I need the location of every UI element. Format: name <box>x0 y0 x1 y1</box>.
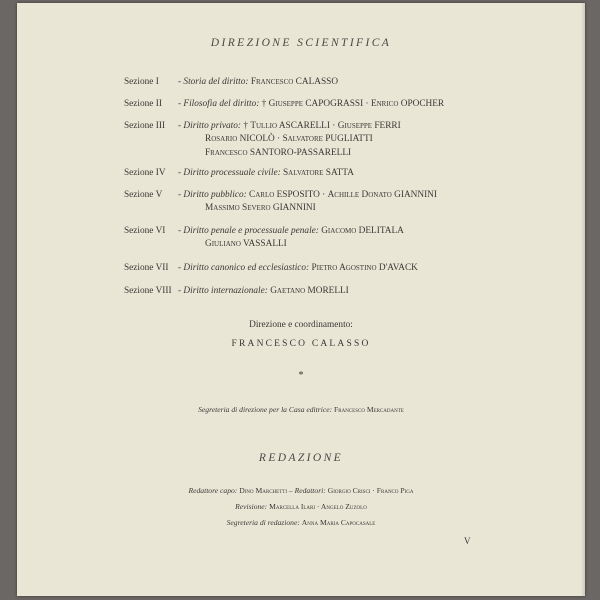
section-field: Diritto privato: <box>183 121 244 131</box>
section-label: Sezione III <box>124 121 166 131</box>
chief-name: Dino Marchetti <box>239 486 287 495</box>
staff-line-3 <box>17 518 585 527</box>
section-field: Filosofia del diritto: <box>183 99 262 109</box>
secretary-label: Segreteria di direzione per la Casa editrice: <box>198 405 333 414</box>
section-label: Sezione VI <box>124 226 166 236</box>
coordinator-name: FRANCESCO CALASSO <box>231 339 371 349</box>
section-3-line1-part: ASCARELLI · <box>277 121 338 131</box>
section-dash: - <box>178 168 184 178</box>
section-5-line2-part: Massimo Severo <box>205 203 271 213</box>
section-3-line1-part: FERRI <box>372 121 401 131</box>
section-6-line2-part: Giuliano <box>205 239 241 249</box>
section-6-line1-part: Giacomo <box>321 226 357 236</box>
section-5-line1-part: Carlo <box>249 190 275 200</box>
section-5-line2-part: GIANNINI <box>270 203 316 213</box>
section-4-line1-part: SATTA <box>323 168 354 178</box>
section-label: Sezione I <box>124 77 159 87</box>
section-3-line2-part: Salvatore <box>282 134 323 144</box>
section-dash: - <box>178 77 184 87</box>
section-7-line1-part: Pietro Agostino <box>311 263 377 273</box>
section-5-line1-part: Achille Donato <box>327 190 392 200</box>
section-3-line3-part: Francesco <box>205 148 248 158</box>
section-3-line2-part: Rosario <box>205 134 238 144</box>
section-field: Diritto internazionale: <box>183 286 271 296</box>
section-3-line3-part: SANTORO-PASSARELLI <box>247 148 352 158</box>
section-2-line1-part: † <box>261 99 269 109</box>
section-1-line1-part: Francesco <box>250 77 294 87</box>
section-dash: - <box>178 263 184 273</box>
section-6-line1-part: DELITALA <box>356 226 404 236</box>
section-3-line1-part: Giuseppe <box>337 121 373 131</box>
section-row-3 <box>124 120 401 133</box>
section-row-4 <box>124 167 354 180</box>
section-row-7 <box>124 262 418 275</box>
section-8-line1-part: MORELLI <box>305 286 349 296</box>
section-label: Sezione VII <box>124 263 169 273</box>
section-5-line2 <box>205 203 316 213</box>
section-4-line1-part: Salvatore <box>283 168 324 178</box>
section-dash: - <box>178 99 184 109</box>
page-number: V <box>464 536 471 546</box>
editors-names: Giorgio Crisci · Franco Piga <box>327 486 414 495</box>
section-row-8 <box>124 285 349 298</box>
section-8-line1-part: Gaetano <box>270 286 306 296</box>
section-row-5 <box>124 189 437 202</box>
section-dash: - <box>178 121 184 131</box>
section-field: Diritto processuale civile: <box>183 168 283 178</box>
editors-label: Redattori: <box>294 486 326 495</box>
staff-separator: – <box>287 486 295 495</box>
section-field: Diritto canonico ed ecclesiastico: <box>183 263 312 273</box>
section-row-1 <box>124 76 338 89</box>
section-2-line1-part: Enrico <box>370 99 399 109</box>
heading-direzione-scientifica: DIREZIONE SCIENTIFICA <box>210 37 392 49</box>
section-label: Sezione VIII <box>124 286 172 296</box>
page <box>17 3 585 596</box>
section-6-line2-part: VASSALLI <box>240 239 287 249</box>
section-2-line1-part: OPOCHER <box>398 99 445 109</box>
section-3-line1-part: Tullio <box>250 121 278 131</box>
section-1-line1-part: CALASSO <box>293 77 339 87</box>
section-row-6 <box>124 225 404 238</box>
section-row-2 <box>124 98 444 111</box>
section-2-line1-part: Giuseppe <box>268 99 303 109</box>
redsec-name: Anna Maria Capocasale <box>301 518 376 527</box>
section-dash: - <box>178 226 184 236</box>
revision-names: Marcella Ilari · Angelo Zuzolo <box>269 502 367 511</box>
staff-line-2 <box>17 502 585 511</box>
revision-label: Revisione: <box>235 502 268 511</box>
chief-label: Redattore capo: <box>188 486 238 495</box>
coordination-label: Direzione e coordinamento: <box>249 320 353 330</box>
section-field: Diritto pubblico: <box>183 190 250 200</box>
secretary-name: Francesco Mercadante <box>334 405 404 414</box>
section-3-line2-part: PUGLIATTI <box>322 134 373 144</box>
staff-line-1 <box>17 486 585 495</box>
section-field: Diritto penale e processuale penale: <box>183 226 322 236</box>
section-7-line1-part: D'AVACK <box>376 263 418 273</box>
secretary-line <box>17 405 585 414</box>
section-2-line1-part: CAPOGRASSI · <box>303 99 371 109</box>
section-3-line2 <box>205 134 373 144</box>
section-dash: - <box>178 190 184 200</box>
section-3-line1-part: † <box>243 121 251 131</box>
section-field: Storia del diritto: <box>183 77 251 87</box>
section-label: Sezione V <box>124 190 163 200</box>
section-5-line1-part: ESPOSITO · <box>274 190 328 200</box>
section-6-line2 <box>205 239 287 249</box>
section-3-line2-part: NICOLÒ · <box>237 134 283 144</box>
redsec-label: Segreteria di redazione: <box>226 518 300 527</box>
section-3-line3 <box>205 148 351 158</box>
section-5-line1-part: GIANNINI <box>391 190 437 200</box>
section-label: Sezione IV <box>124 168 166 178</box>
ornament-star: * <box>298 370 304 381</box>
section-label: Sezione II <box>124 99 162 109</box>
section-dash: - <box>178 286 184 296</box>
heading-redazione: REDAZIONE <box>258 452 344 464</box>
